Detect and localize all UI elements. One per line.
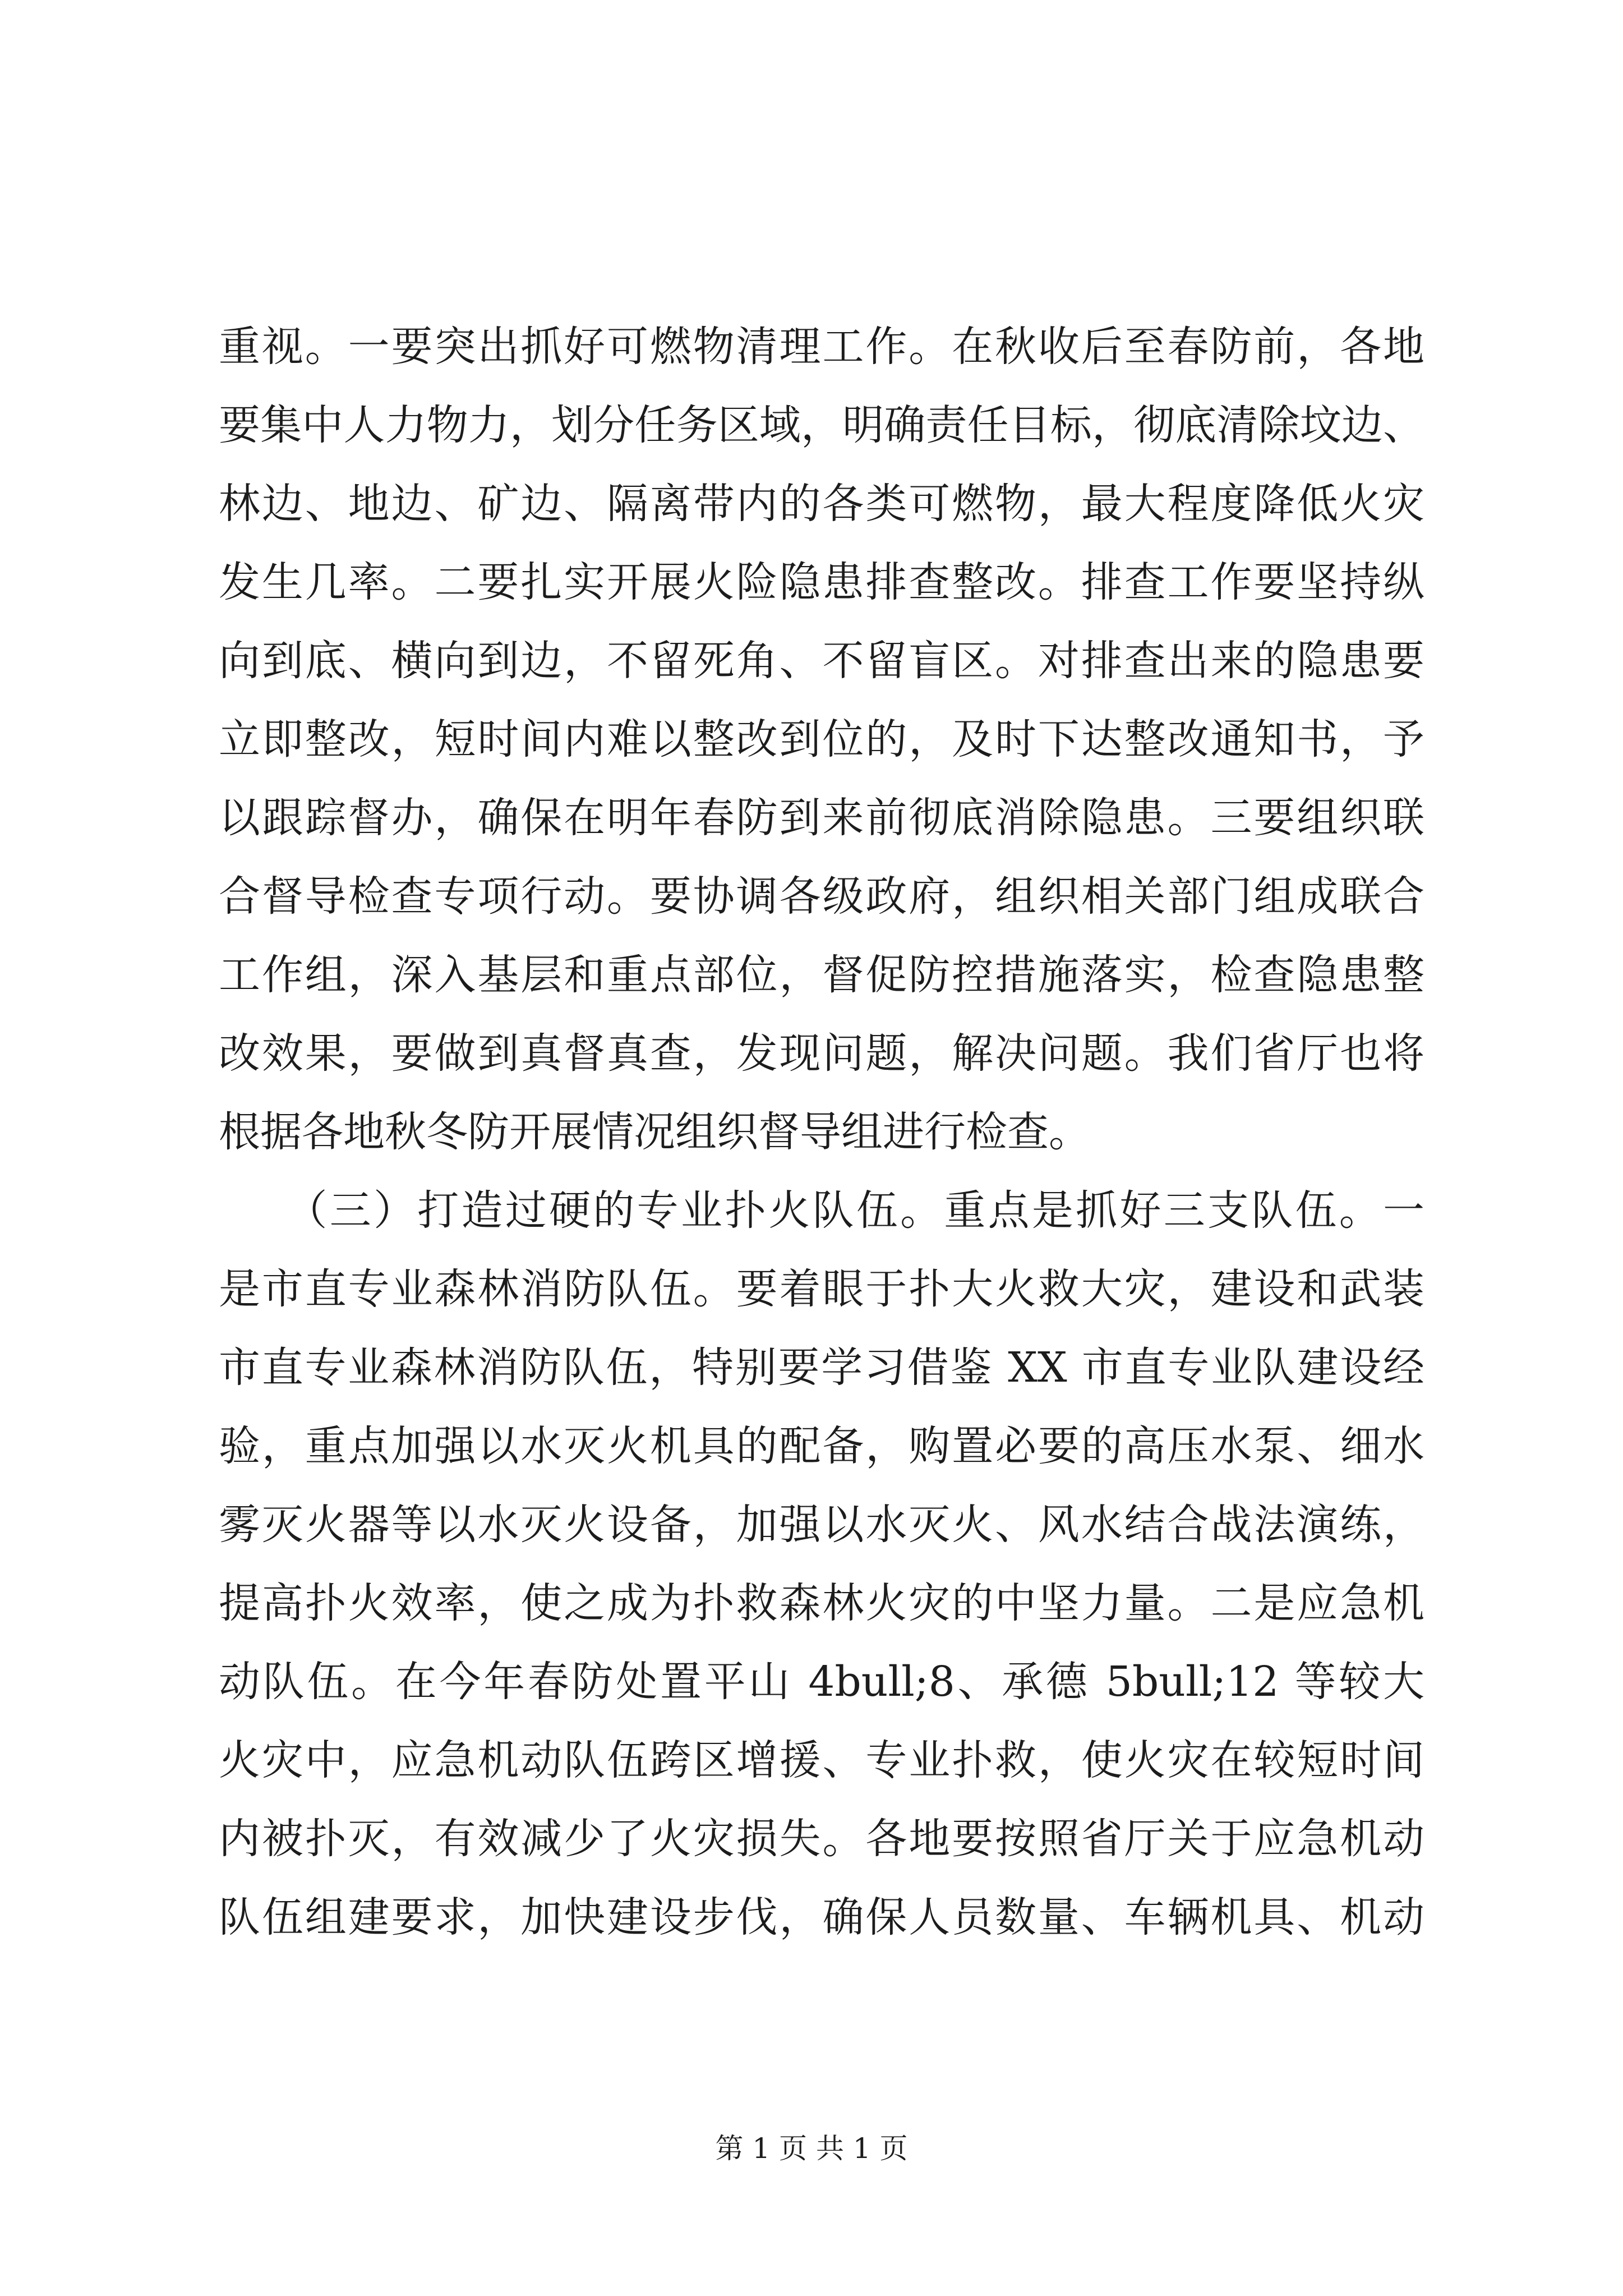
text-line: 立即整改，短时间内难以整改到位的，及时下达整改通知书，予 xyxy=(219,715,1424,763)
text-line: 向到底、横向到边，不留死角、不留盲区。对排查出来的隐患要 xyxy=(219,637,1424,685)
text-line: 火灾中，应急机动队伍跨区增援、专业扑救，使火灾在较短时间 xyxy=(219,1736,1424,1784)
text-line: 重视。一要突出抓好可燃物清理工作。在秋收后至春防前，各地 xyxy=(219,323,1424,371)
text-line: 队伍组建要求，加快建设步伐，确保人员数量、车辆机具、机动 xyxy=(219,1893,1424,1941)
text-line: 市直专业森林消防队伍，特别要学习借鉴 XX 市直专业队建设经 xyxy=(219,1343,1424,1392)
page-footer: 第 1 页 共 1 页 xyxy=(715,2132,908,2165)
text-line: 是市直专业森林消防队伍。要着眼于扑大火救大灾，建设和武装 xyxy=(219,1265,1424,1313)
text-line: 改效果，要做到真督真查，发现问题，解决问题。我们省厅也将 xyxy=(219,1029,1424,1078)
text-line: 要集中人力物力，划分任务区域，明确责任目标，彻底清除坟边、 xyxy=(219,401,1424,449)
text-line: 雾灭火器等以水灭火设备，加强以水灭火、风水结合战法演练， xyxy=(219,1501,1424,1549)
text-line: 以跟踪督办，确保在明年春防到来前彻底消除隐患。三要组织联 xyxy=(219,794,1424,842)
text-line: 合督导检查专项行动。要协调各级政府，组织相关部门组成联合 xyxy=(219,872,1424,921)
text-line: 根据各地秋冬防开展情况组织督导组进行检查。 xyxy=(219,1108,1090,1156)
document-body xyxy=(219,307,1424,1957)
text-line: 发生几率。二要扎实开展火险隐患排查整改。排查工作要坚持纵 xyxy=(219,558,1424,606)
text-line: 工作组，深入基层和重点部位，督促防控措施落实，检查隐患整 xyxy=(219,951,1424,999)
text-line: （三）打造过硬的专业扑火队伍。重点是抓好三支队伍。一 xyxy=(219,1186,1424,1235)
text-line: 内被扑灭，有效减少了火灾损失。各地要按照省厅关于应急机动 xyxy=(219,1815,1424,1863)
text-line: 验，重点加强以水灭火机具的配备，购置必要的高压水泵、细水 xyxy=(219,1422,1424,1470)
text-line: 林边、地边、矿边、隔离带内的各类可燃物，最大程度降低火灾 xyxy=(219,480,1424,528)
text-line: 提高扑火效率，使之成为扑救森林火灾的中坚力量。二是应急机 xyxy=(219,1579,1424,1627)
text-line: 动队伍。在今年春防处置平山 4bull;8、承德 5bull;12 等较大 xyxy=(219,1658,1424,1706)
